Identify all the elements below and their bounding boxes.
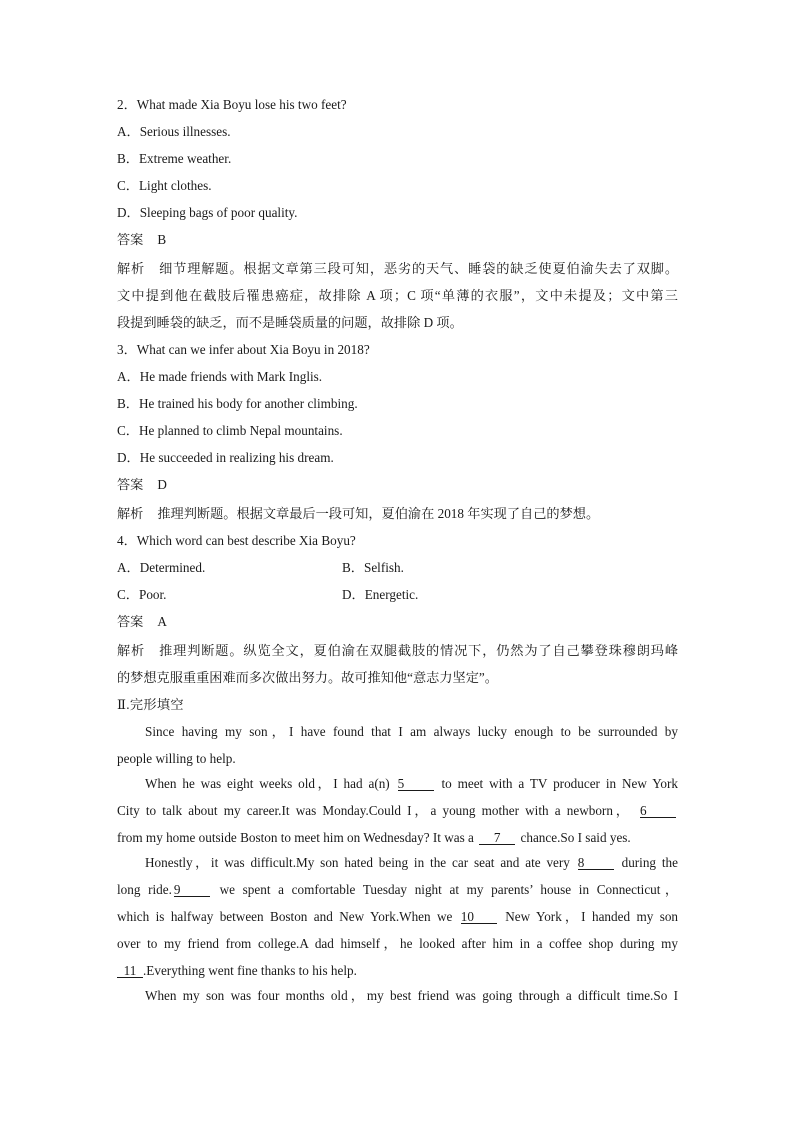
q3-question: 3．What can we infer about Xia Boyu in 2018?	[117, 342, 370, 357]
blank-7[interactable]: 7	[479, 831, 515, 845]
text: during the	[621, 855, 678, 870]
blank-8[interactable]: 8	[578, 856, 614, 870]
analysis-text: 细节理解题。根据文章第三段可知，恶劣的天气、睡袋的缺乏使夏伯渝失去了双脚。	[159, 261, 679, 276]
passage-p3-line-2	[117, 881, 678, 899]
text: which is halfway between Boston and New York.When we	[117, 909, 453, 924]
text: New York，I handed my son	[505, 909, 679, 924]
analysis-text: 推理判断题。纵览全文，夏伯渝在双腿截肢的情况下，仍然为了自己攀登珠穆朗玛峰	[159, 643, 679, 658]
text: When he was eight weeks old，I had a(n)	[145, 776, 390, 791]
q2-option-a: A．Serious illnesses.	[117, 124, 231, 139]
q4-option-d: D．Energetic.	[342, 587, 419, 602]
passage-p1-line-1: Since having my son，I have found that I am always lucky enough to be surrounded by	[145, 724, 678, 739]
text: from my home outside Boston to meet him on Wednesday? It was a	[117, 830, 474, 845]
answer-value: D	[157, 477, 167, 492]
passage-p1-line-2: people willing to help.	[117, 751, 236, 766]
passage-p3-line-5	[117, 962, 678, 980]
q4-option-c: C．Poor.	[117, 587, 167, 602]
q2-option-c: C．Light clothes.	[117, 178, 212, 193]
text: Honestly，it was difficult.My son hated being in the car seat and ate very	[145, 855, 570, 870]
q2-analysis-line-1	[117, 260, 678, 278]
blank-5[interactable]: 5	[398, 777, 434, 791]
q3-analysis	[117, 505, 599, 523]
blank-10[interactable]: 10	[461, 910, 497, 924]
passage-p2-line-2	[117, 802, 678, 820]
answer-value: A	[157, 614, 167, 629]
blank-6[interactable]: 6	[640, 804, 676, 818]
blank-11[interactable]: 11	[117, 964, 143, 978]
q3-answer	[117, 476, 167, 494]
answer-label: 答案	[117, 614, 144, 629]
analysis-label: 解析	[117, 643, 146, 658]
passage-p2-line-3	[117, 829, 678, 847]
text: long ride.	[117, 882, 172, 897]
q4-option-b: B．Selfish.	[342, 560, 404, 575]
q2-answer	[117, 231, 166, 249]
q4-question: 4．Which word can best describe Xia Boyu?	[117, 533, 356, 548]
analysis-label: 解析	[117, 261, 146, 276]
q3-option-a: A．He made friends with Mark Inglis.	[117, 369, 323, 384]
blank-9[interactable]: 9	[174, 883, 210, 897]
analysis-text: 推理判断题。根据文章最后一段可知，夏伯渝在 2018 年实现了自己的梦想。	[157, 506, 600, 521]
q4-analysis-line-1	[117, 642, 678, 660]
text: to meet with a TV producer in New York	[441, 776, 679, 791]
answer-label: 答案	[117, 477, 144, 492]
q3-option-b: B．He trained his body for another climbing.	[117, 396, 358, 411]
q4-options-row-1	[117, 559, 205, 577]
passage-p4-line-1: When my son was four months old，my best friend was going through a difficult time.So I	[145, 988, 678, 1003]
passage-p3-line-3	[117, 908, 678, 926]
q4-option-a: A．Determined.	[117, 560, 206, 575]
q2-analysis-line-2: 文中提到他在截肢后罹患癌症，故排除 A 项；C 项“单薄的衣服”，文中未提及；文中第三	[117, 288, 678, 303]
q4-analysis-line-2: 的梦想克服重重困难而多次做出努力。故可推知他“意志力坚定”。	[117, 670, 498, 685]
section-title: Ⅱ.完形填空	[117, 697, 184, 712]
passage-p3-line-4: over to my friend from college.A dad himself，he looked after him in a coffee shop during my	[117, 936, 678, 951]
analysis-label: 解析	[117, 506, 144, 521]
q4-answer	[117, 613, 167, 631]
q2-analysis-line-3: 段提到睡袋的缺乏，而不是睡袋质量的问题，故排除 D 项。	[117, 315, 463, 330]
text: .Everything went fine thanks to his help.	[143, 963, 357, 978]
q2-question: 2．What made Xia Boyu lose his two feet?	[117, 97, 347, 112]
q2-option-d: D．Sleeping bags of poor quality.	[117, 205, 298, 220]
q2-option-b: B．Extreme weather.	[117, 151, 232, 166]
answer-label: 答案	[117, 232, 144, 247]
passage-p3-line-1	[145, 854, 678, 872]
text: chance.So I said yes.	[520, 830, 631, 845]
text: City to talk about my career.It was Monday.Could I，a young mother with a newborn，	[117, 803, 632, 818]
answer-value: B	[157, 232, 167, 247]
q3-option-c: C．He planned to climb Nepal mountains.	[117, 423, 343, 438]
q3-option-d: D．He succeeded in realizing his dream.	[117, 450, 334, 465]
text: we spent a comfortable Tuesday night at my parents’ house in Connecticut，	[219, 882, 678, 897]
passage-p2-line-1	[145, 775, 678, 793]
